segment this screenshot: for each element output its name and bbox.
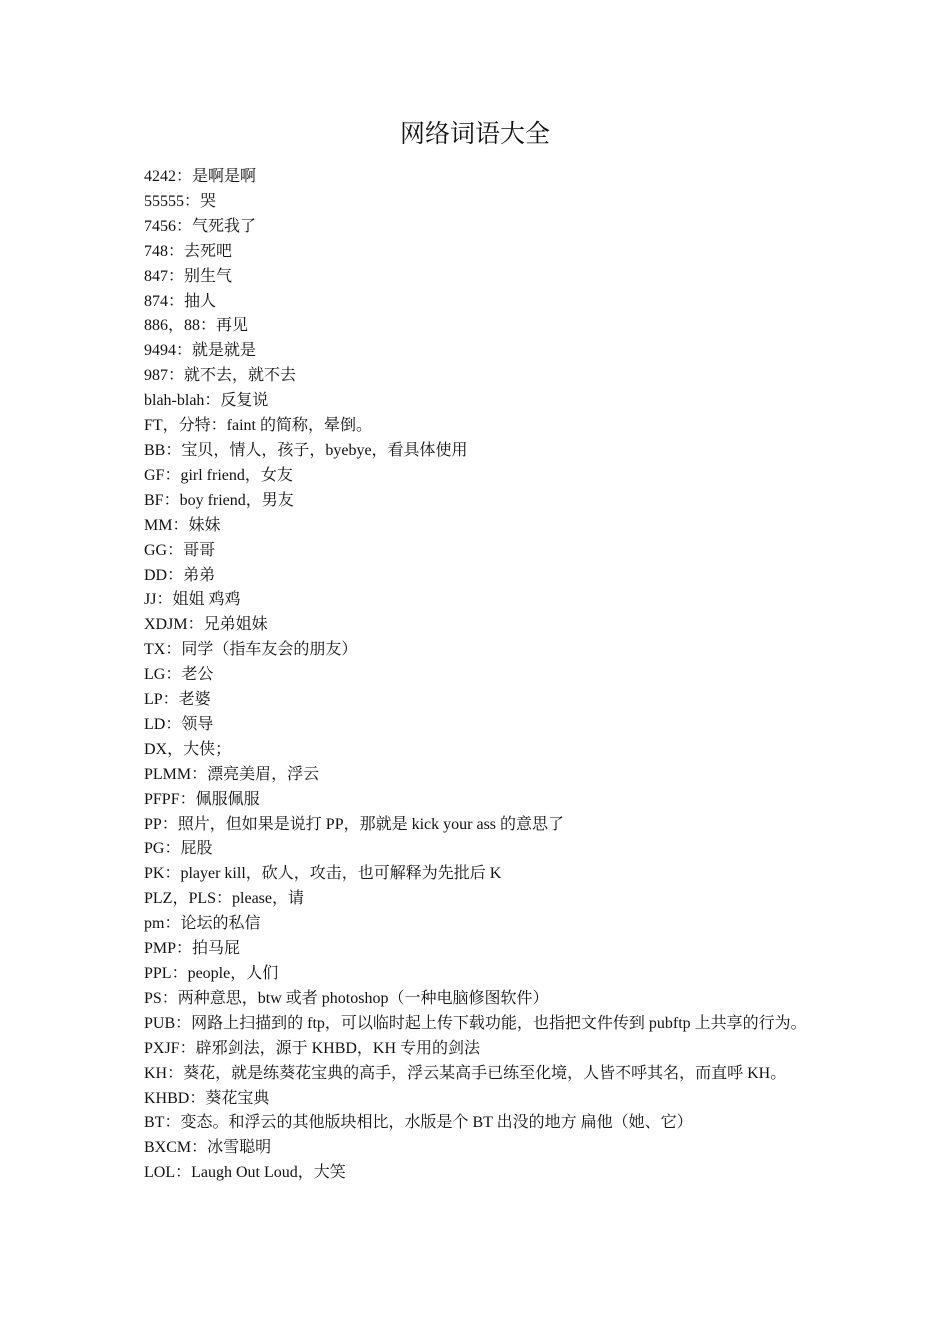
list-item: LG：老公	[144, 666, 214, 684]
list-item: PPL：people，人们	[144, 965, 279, 982]
list-item: JJ：姐姐 鸡鸡	[144, 591, 241, 609]
list-item: 55555：哭	[144, 192, 217, 210]
list-item: BXCM：冰雪聪明	[144, 1139, 272, 1157]
list-item: XDJM：兄弟姐妹	[144, 616, 268, 634]
list-item: 9494：就是就是	[144, 342, 257, 360]
list-item: PG：屁股	[144, 840, 213, 858]
list-item: BF：boy friend，男友	[144, 491, 294, 509]
list-item: 987：就不去，就不去	[144, 367, 297, 385]
list-item: PUB：网路上扫描到的 ftp，可以临时起上传下载功能，也指把文件传到 pubftp 上共享的行为。	[144, 1014, 807, 1032]
list-item: 886，88：再见	[144, 317, 249, 335]
list-item: KH：葵花，就是练葵花宝典的高手，浮云某高手已练至化境，人皆不呼其名，而直呼 KH。	[144, 1064, 787, 1082]
list-item: PMP：拍马屁	[144, 940, 241, 958]
list-item: MM：妹妹	[144, 516, 221, 534]
list-item: PFPF：佩服佩服	[144, 790, 260, 808]
list-item: BT：变态。和浮云的其他版块相比，水版是个 BT 出没的地方 扁他（她、它）	[144, 1114, 693, 1132]
list-item: 874：抽人	[144, 292, 217, 310]
page-title: 网络词语大全	[399, 119, 550, 148]
list-item: GF：girl friend，女友	[144, 466, 293, 484]
list-item: PP：照片，但如果是说打 PP，那就是 kick your ass 的意思了	[144, 815, 565, 833]
glossary-list	[144, 165, 812, 1186]
list-item: 748：去死吧	[144, 242, 233, 260]
list-item: TX：同学（指车友会的朋友）	[144, 641, 358, 659]
list-item: DD：弟弟	[144, 566, 216, 584]
list-item: KHBD：葵花宝典	[144, 1089, 270, 1107]
list-item: BB：宝贝，情人，孩子，byebye，看具体使用	[144, 441, 468, 459]
list-item: PXJF：辟邪剑法，源于 KHBD，KH 专用的剑法	[144, 1039, 481, 1057]
list-item: PLZ，PLS：please，请	[144, 890, 304, 908]
list-item: DX，大侠；	[144, 740, 232, 758]
list-item: 4242：是啊是啊	[144, 168, 257, 185]
list-item: PK：player kill，砍人，攻击，也可解释为先批后 K	[144, 865, 502, 883]
list-item: 7456：气死我了	[144, 217, 257, 235]
list-item: blah-blah：反复说	[144, 392, 269, 410]
list-item: PLMM：漂亮美眉，浮云	[144, 765, 320, 783]
list-item: LP：老婆	[144, 691, 211, 709]
list-item: LD：领导	[144, 715, 214, 733]
list-item: 847：别生气	[144, 267, 233, 285]
list-item: GG：哥哥	[144, 541, 216, 559]
list-item: PS：两种意思，btw 或者 photoshop（一种电脑修图软件）	[144, 989, 549, 1007]
list-item: FT，分特：faint 的简称，晕倒。	[144, 417, 372, 435]
list-item: pm：论坛的私信	[144, 915, 261, 933]
list-item: LOL：Laugh Out Loud，大笑	[144, 1164, 346, 1182]
